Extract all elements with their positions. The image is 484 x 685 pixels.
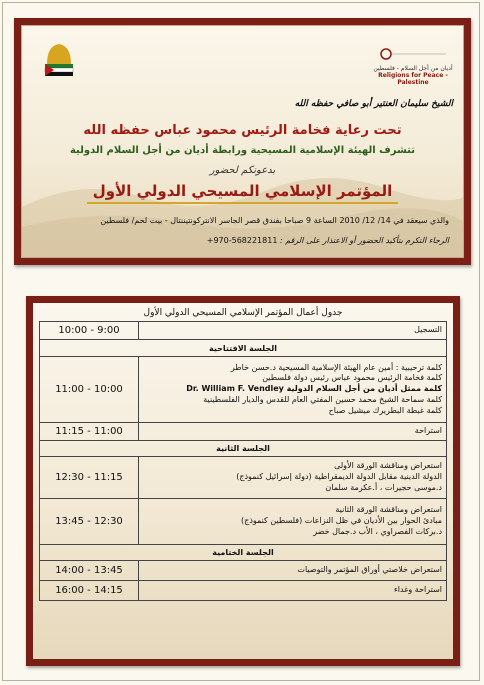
program-section-row bbox=[40, 340, 447, 357]
item-description bbox=[139, 457, 447, 499]
addressee: الشيخ سليمان العنتير أبو صافي حفظه الله bbox=[294, 99, 453, 109]
program-item-row bbox=[40, 423, 447, 441]
program-inner bbox=[33, 303, 453, 659]
item-line: استراحة وغداء bbox=[394, 585, 442, 595]
item-line: كلمة ممثل أديان من أجل السلام الدولية Dr. William F. Vendley bbox=[186, 384, 442, 394]
item-time: 10:00 - 9:00 bbox=[40, 322, 139, 340]
item-line: الدولة الدينية مقابل الدولة الديمقراطية (دولة إسرائيل كنموذج) bbox=[236, 472, 442, 482]
program-item-row bbox=[40, 457, 447, 499]
item-line: مبادئ الحوار بين الأديان في ظل النزاعات (فلسطين كنموذج) bbox=[241, 516, 442, 526]
item-line: استعراض ومناقشة الورقة الأولى bbox=[334, 461, 442, 471]
item-time: 11:00 - 10:00 bbox=[40, 357, 139, 423]
program-item-row bbox=[40, 322, 447, 340]
rsvp-line bbox=[207, 236, 449, 245]
item-line: استراحة bbox=[414, 426, 442, 436]
conference-title-text: المؤتمر الإسلامي المسيحي الدولي الأول bbox=[87, 182, 398, 204]
item-time: 11:15 - 11:00 bbox=[40, 423, 139, 441]
item-time: 16:00 - 14:15 bbox=[40, 581, 139, 601]
item-line: التسجيل bbox=[414, 325, 442, 335]
rpp-org-ar: أديان من أجل السلام - فلسطين bbox=[373, 65, 453, 72]
section-label: الجلسة الافتتاحية bbox=[40, 340, 447, 357]
program-section-row bbox=[40, 545, 447, 561]
item-line: استعراض ومناقشة الورقة الثانية bbox=[335, 505, 442, 515]
religions-for-peace-logo bbox=[373, 46, 453, 86]
program-card bbox=[26, 296, 460, 666]
item-description bbox=[139, 357, 447, 423]
item-description bbox=[139, 322, 447, 340]
rsvp-text: الرجاء التكرم بتأكيد الحضور أو الاعتذار على الرقم : bbox=[279, 236, 449, 245]
rpp-org-en: Religions for Peace - Palestine bbox=[378, 72, 448, 86]
item-time: 12:30 - 11:15 bbox=[40, 457, 139, 499]
section-label: الجلسة الختامية bbox=[40, 545, 447, 561]
item-line: كلمة ترحيبية : أمين عام الهيئة الإسلامية المسيحية د.حسن خاطر bbox=[230, 362, 442, 372]
islamic-christian-commission-logo bbox=[34, 40, 84, 82]
program-item-row bbox=[40, 561, 447, 581]
dome-emblem-icon bbox=[42, 40, 76, 78]
item-line: كلمة فخامة الرئيس محمود عباس رئيس دولة فلسطين bbox=[262, 373, 442, 383]
program-section-row bbox=[40, 441, 447, 457]
invitation-card bbox=[14, 18, 471, 265]
patronage-line: تحت رعاية فخامة الرئيس محمود عباس حفظه الله bbox=[83, 123, 402, 138]
item-description bbox=[139, 499, 447, 545]
section-label: الجلسة الثانية bbox=[40, 441, 447, 457]
item-description bbox=[139, 561, 447, 581]
item-line: د.موسى حجيرات ، أ.عكرمة سلمان bbox=[325, 482, 442, 492]
program-table bbox=[39, 321, 447, 601]
invite-line: بدعونكم لحضور bbox=[209, 165, 276, 176]
program-title: جدول أعمال المؤتمر الإسلامي المسيحي الدولي الأول bbox=[143, 308, 343, 318]
program-item-row bbox=[40, 499, 447, 545]
item-line: استعراض خلاصتي أوراق المؤتمر والتوصيات bbox=[297, 565, 442, 575]
item-description bbox=[139, 423, 447, 441]
rsvp-phone: +970-568221811 bbox=[206, 236, 278, 245]
invitation-inner bbox=[21, 25, 464, 258]
item-time: 14:00 - 13:45 bbox=[40, 561, 139, 581]
date-venue-line: والذي سيعقد في 14/ 12/ 2010 الساعة 9 صباحا بفندق قصر الجاسر الانتركونتيننتال - بيت لحم/ فلسطين bbox=[100, 216, 449, 225]
program-item-row bbox=[40, 357, 447, 423]
conference-title bbox=[22, 182, 463, 200]
item-description bbox=[139, 581, 447, 601]
item-line: كلمة غبطة البطريرك ميشيل صباح bbox=[328, 405, 442, 415]
program-item-row bbox=[40, 581, 447, 601]
item-line: كلمة سماحة الشيخ محمد حسين المفتي العام للقدس والديار الفلسطينية bbox=[203, 394, 442, 404]
item-time: 13:45 - 12:30 bbox=[40, 499, 139, 545]
organizers-line: تتشرف الهيئة الإسلامية المسيحية ورابطة أديان من أجل السلام الدولية bbox=[69, 145, 415, 156]
item-line: د.بركات الفصراوي ، الأب د.جمال خضر bbox=[313, 526, 442, 536]
rpp-emblem-icon bbox=[378, 47, 448, 61]
